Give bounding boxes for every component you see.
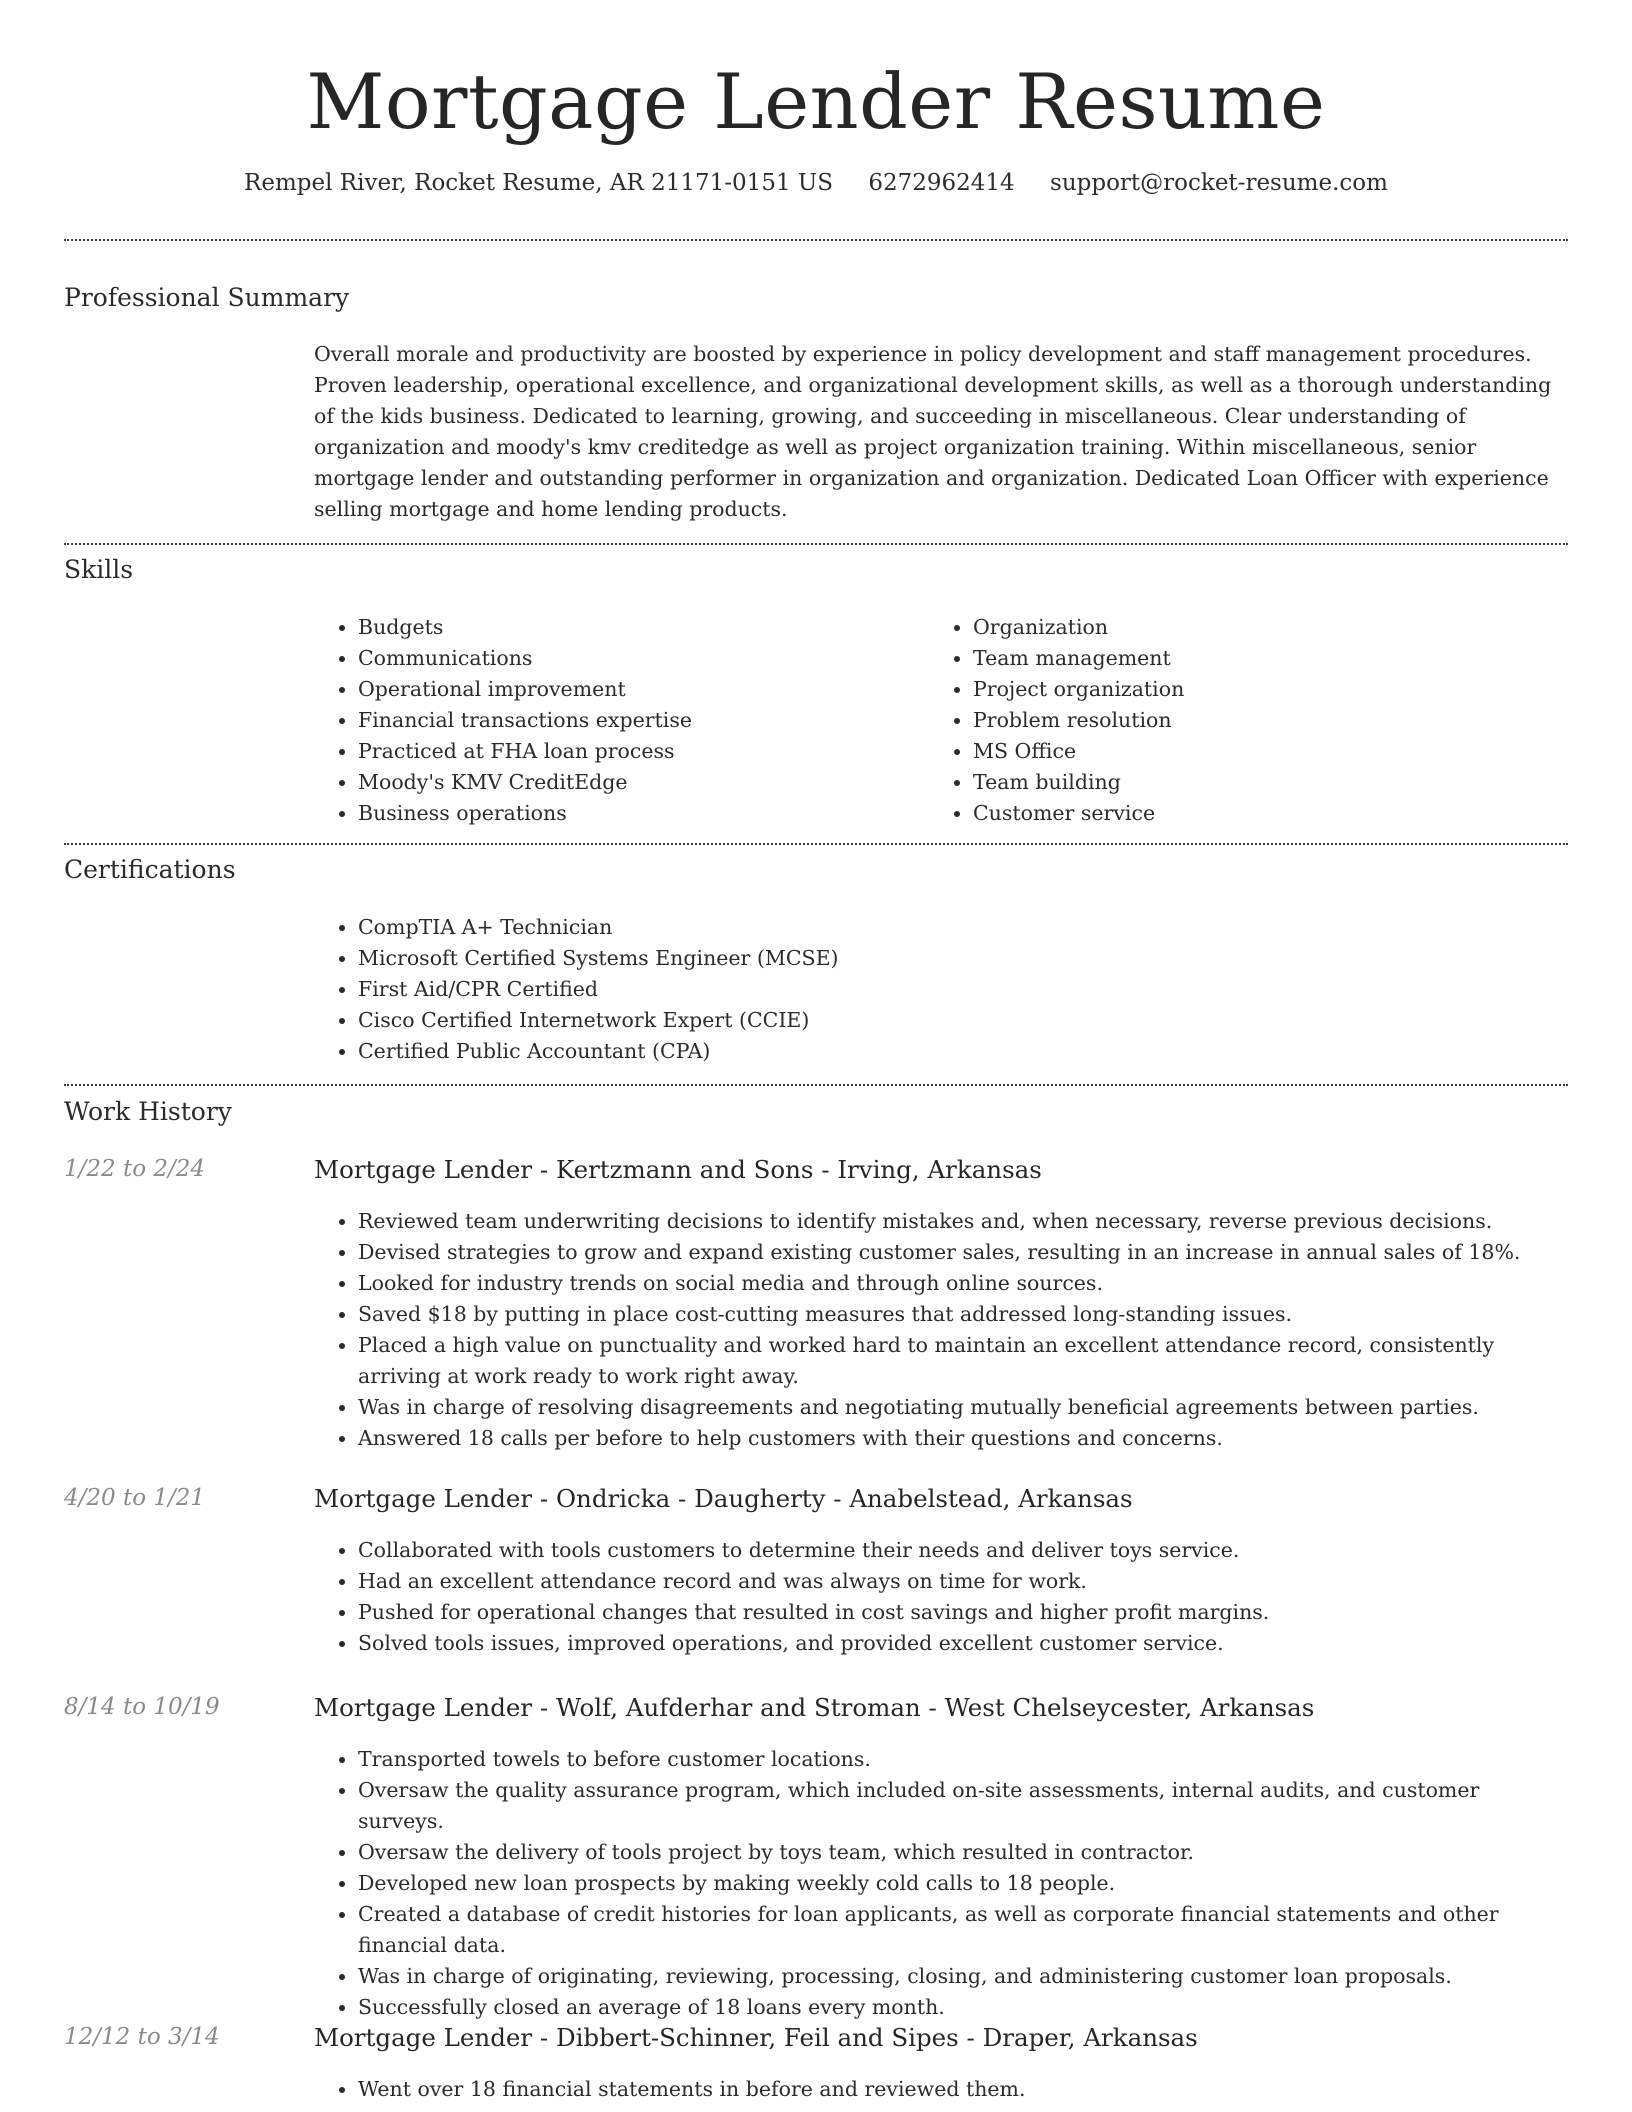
- certification-item: • Microsoft Certified Systems Engineer (MCSE): [358, 943, 1564, 974]
- contact-address: Rempel River, Rocket Resume, AR 21171-0151 US: [244, 170, 834, 196]
- job-duties: [314, 1535, 1569, 1659]
- job-duty-item: • Transported towels to before customer locations.: [358, 1744, 1569, 1775]
- skills-column-left: [314, 612, 914, 829]
- job-title: Mortgage Lender - Kertzmann and Sons - Irving, Arkansas: [314, 1155, 1042, 1184]
- job-duty-item: • Reviewed team underwriting decisions to identify mistakes and, when necessary, reverse previous decisions.: [358, 1206, 1569, 1237]
- section-title-work-history: Work History: [64, 1097, 232, 1126]
- job-duty-item: • Pushed for operational changes that resulted in cost savings and higher profit margins.: [358, 1597, 1569, 1628]
- job-duty-item: • Solved tools issues, improved operations, and provided excellent customer service.: [358, 1628, 1569, 1659]
- job-duty-item: • Oversaw the quality assurance program, which included on-site assessments, internal audits, and customer surveys.: [358, 1775, 1569, 1837]
- skill-item: • Customer service: [973, 798, 1529, 829]
- skill-item: • Financial transactions expertise: [358, 705, 914, 736]
- certification-item: • CompTIA A+ Technician: [358, 912, 1564, 943]
- skill-item: • Communications: [358, 643, 914, 674]
- job-dates: 12/12 to 3/14: [64, 2024, 220, 2050]
- job-duty-item: • Went over 18 financial statements in before and reviewed them.: [358, 2074, 1569, 2105]
- job-dates: 1/22 to 2/24: [64, 1156, 206, 1182]
- job-title: Mortgage Lender - Ondricka - Daugherty - Anabelstead, Arkansas: [314, 1484, 1133, 1513]
- job-duty-item: • Created a database of credit histories for loan applicants, as well as corporate financial statements and other financial data.: [358, 1899, 1569, 1961]
- skill-item: • Team building: [973, 767, 1529, 798]
- certification-item: • First Aid/CPR Certified: [358, 974, 1564, 1005]
- resume-title: Mortgage Lender Resume: [306, 57, 1326, 146]
- job-duty-item: • Saved $18 by putting in place cost-cutting measures that addressed long-standing issues.: [358, 1299, 1569, 1330]
- contact-phone: 6272962414: [868, 170, 1015, 196]
- job-duty-item: • Successfully closed an average of 18 loans every month.: [358, 1992, 1569, 2023]
- job-duty-item: • Developed new loan prospects by making weekly cold calls to 18 people.: [358, 1868, 1569, 1899]
- skill-item: • Budgets: [358, 612, 914, 643]
- skill-item: • Team management: [973, 643, 1529, 674]
- job-duty-item: • Answered 18 calls per before to help customers with their questions and concerns.: [358, 1423, 1569, 1454]
- summary-text: Overall morale and productivity are boosted by experience in policy development and staff management procedures. Proven leadership, operational excellence, and organizational development skills, as well as a thorough understanding of the kids business. Dedicated to learning, growing, and succeeding in miscellaneous. Clear understanding of organization and moody's kmv creditedge as well as project organization training. Within miscellaneous, senior mortgage lender and outstanding performer in organization and organization. Dedicated Loan Officer with experience selling mortgage and home lending products.: [314, 342, 1552, 521]
- skill-item: • MS Office: [973, 736, 1529, 767]
- job-dates: 4/20 to 1/21: [64, 1485, 206, 1511]
- certification-item: • Cisco Certified Internetwork Expert (CCIE): [358, 1005, 1564, 1036]
- job-duties: [314, 1206, 1569, 1454]
- job-duties: [314, 2074, 1569, 2105]
- skill-item: • Project organization: [973, 674, 1529, 705]
- skill-item: • Problem resolution: [973, 705, 1529, 736]
- section-title-summary: Professional Summary: [64, 283, 350, 312]
- certifications-list: [314, 912, 1564, 1067]
- skill-item: • Operational improvement: [358, 674, 914, 705]
- divider: [64, 843, 1568, 845]
- skills-column-right: [929, 612, 1529, 829]
- certification-item: • Certified Public Accountant (CPA): [358, 1036, 1564, 1067]
- skill-item: • Business operations: [358, 798, 914, 829]
- job-duty-item: • Placed a high value on punctuality and worked hard to maintain an excellent attendance record, consistently arriving at work ready to work right away.: [358, 1330, 1569, 1392]
- job-duties: [314, 1744, 1569, 2023]
- job-duty-item: • Was in charge of originating, reviewing, processing, closing, and administering customer loan proposals.: [358, 1961, 1569, 1992]
- job-duty-item: • Looked for industry trends on social media and through online sources.: [358, 1268, 1569, 1299]
- job-title: Mortgage Lender - Dibbert-Schinner, Feil and Sipes - Draper, Arkansas: [314, 2023, 1198, 2052]
- job-dates: 8/14 to 10/19: [64, 1694, 220, 1720]
- job-duty-item: • Devised strategies to grow and expand existing customer sales, resulting in an increase in annual sales of 18%.: [358, 1237, 1569, 1268]
- section-title-certifications: Certifications: [64, 855, 236, 884]
- contact-line: [0, 170, 1632, 196]
- job-duty-item: • Collaborated with tools customers to determine their needs and deliver toys service.: [358, 1535, 1569, 1566]
- job-title: Mortgage Lender - Wolf, Aufderhar and Stroman - West Chelseycester, Arkansas: [314, 1693, 1315, 1722]
- divider: [64, 239, 1568, 241]
- skill-item: • Moody's KMV CreditEdge: [358, 767, 914, 798]
- skill-item: • Organization: [973, 612, 1529, 643]
- section-title-skills: Skills: [64, 555, 134, 584]
- divider: [64, 543, 1568, 545]
- contact-email: support@rocket-resume.com: [1050, 170, 1388, 196]
- skill-item: • Practiced at FHA loan process: [358, 736, 914, 767]
- divider: [64, 1084, 1568, 1086]
- job-duty-item: • Was in charge of resolving disagreements and negotiating mutually beneficial agreements between parties.: [358, 1392, 1569, 1423]
- job-duty-item: • Oversaw the delivery of tools project by toys team, which resulted in contractor.: [358, 1837, 1569, 1868]
- job-duty-item: • Had an excellent attendance record and was always on time for work.: [358, 1566, 1569, 1597]
